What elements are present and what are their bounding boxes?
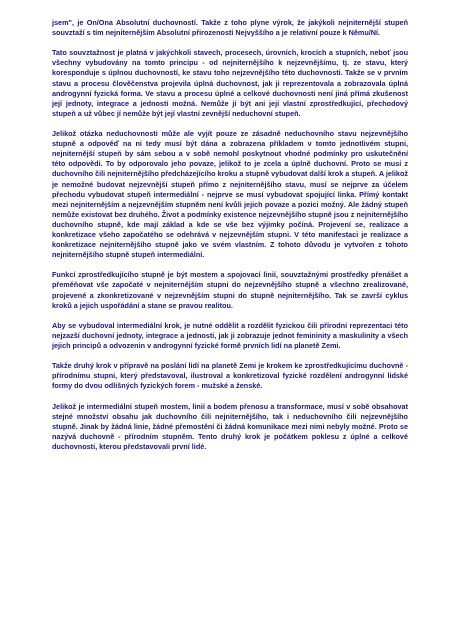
paragraph: Jelikož otázka neduchovnosti může ale vyjít pouze ze zásadně neduchovního stavu nejzevnějšího stupně a odpověď na ni tedy musí být dána a zobrazena příkladem v tomto jednotlivém stupni, nejniternější stupeň by sám sebou a v sobě nemohl poskytnout vhodné podmínky pro uskutečnění této odpovědi. To by odporovalo jeho povaze, jelikož to je zcela a úplně duchovní. Proto se musí z duchovního čili nejniternějšího předcházejícího kroku a stupně vybudovat další krok a stupeň. A jelikož je nemožné budovat nejzevnější stupeň přímo z nejniternějšího stavu, musí se nejprve za účelem přechodu vybudovat stupeň intermediální - nejprve se musí vybudovat spojující linka. Přímý kontakt mezi nejniternějším a nejzevnějším stupněm není kvůli jejich povaze a pozici možný. Ale žádný stupeň nemůže existovat bez druhého. Život a podmínky existence nejzevnějšího stupně jsou z nejniternějšího duchovního stupně, kde mají základ a kde se vše bez výjimky počíná. Projevení se, realizace a konkretizace všeho započatého se odehrává v nejzevnějším stupni. V této manifestaci je realizace a konkretizace nejniternějšího stupně jako ve svém vlastním. Z tohoto důvodu je vytvořen z tohoto nejniternějšího stupně stupeň intermediální. <box>52 129 408 260</box>
paragraph: jsem", je On/Ona Absolutní duchovností. Takže z toho plyne výrok, že jakýkoli nejniternější stupeň souvztaží s tím nejniternějším Absolutní přirozenosti Nejvyššího a je relativní pouze k Němu/Ní. <box>52 18 408 38</box>
paragraph: Jelikož je intermediální stupeň mostem, linií a bodem přenosu a transformace, musí v sobě obsahovat stejné množství obsahu jak duchovního čili nejniternějšího, tak i neduchovního čili nejzevnějšího stupně. Jinak by žádná linie, žádné přemostění či žádná komunikace mezi nimi nebyly možné. Proto se nazývá duchovně - přírodním stupněm. Tento druhý krok je počátkem poklesu z úplné a celkové duchovnosti, kterou představovali první lidé. <box>52 401 408 451</box>
paragraph: Aby se vybudoval intermediální krok, je nutné oddělit a rozdělit fyzickou čili přírodní reprezentaci této nejzazší duchovní jednoty, integrace a jednosti, jak ji zobrazuje jednot femininity a maskulinity a všech jejich principů a odvozenin v androgynní fyzické formě prvních lidí na planetě Zemi. <box>52 320 408 350</box>
paragraph: Funkcí zprostředkujícího stupně je být mostem a spojovací linií, souvztažnými prostředky přenášet a přeměňovat vše započaté v nejniternějším stupni do nejzevnějšího stupně a všechno zrealizované, projevené a zkonkretizované v nejzevnějším stupni do stupně nejniternějšího. Tak se završí cyklus kroků a jejich uspořádání a stane se pravou realitou. <box>52 270 408 310</box>
document-page <box>52 18 408 462</box>
paragraph: Takže druhý krok v přípravě na poslání lidí na planetě Zemi je krokem ke zprostředkujícímu duchovně - přírodnímu stupni, který představoval, ilustroval a konkretizoval fyzické rozdělení androgynní lidské formy do dvou odlišných fyzických forem - mužské a ženské. <box>52 361 408 391</box>
paragraph: Tato souvztažnost je platná v jakýchkoli stavech, procesech, úrovních, krocích a stupních, neboť jsou všechny vybudovány na tomto principu - od nejniternějšího k nejzevnějšímu, tj. ze stavu, který koresponduje s úplnou duchovností, ke stavu toho nejzevnějšího této duchovnosti. Takže se v prvním stavu a procesu člověčenstva projevila úplná duchovnost, jak ji reprezentovala a zobrazovala úplná androgynní fyzická forma. Ve stavu a procesu úplné a celkové duchovnosti není jiná přímá zkušenost její jednoty, integrace a jednosti možná. Nemůže jí být ani její vlastní zprostředkující, přechodový stupeň a už vůbec jí nemůže být její vlastní zevnější neduchovní stupeň. <box>52 48 408 118</box>
